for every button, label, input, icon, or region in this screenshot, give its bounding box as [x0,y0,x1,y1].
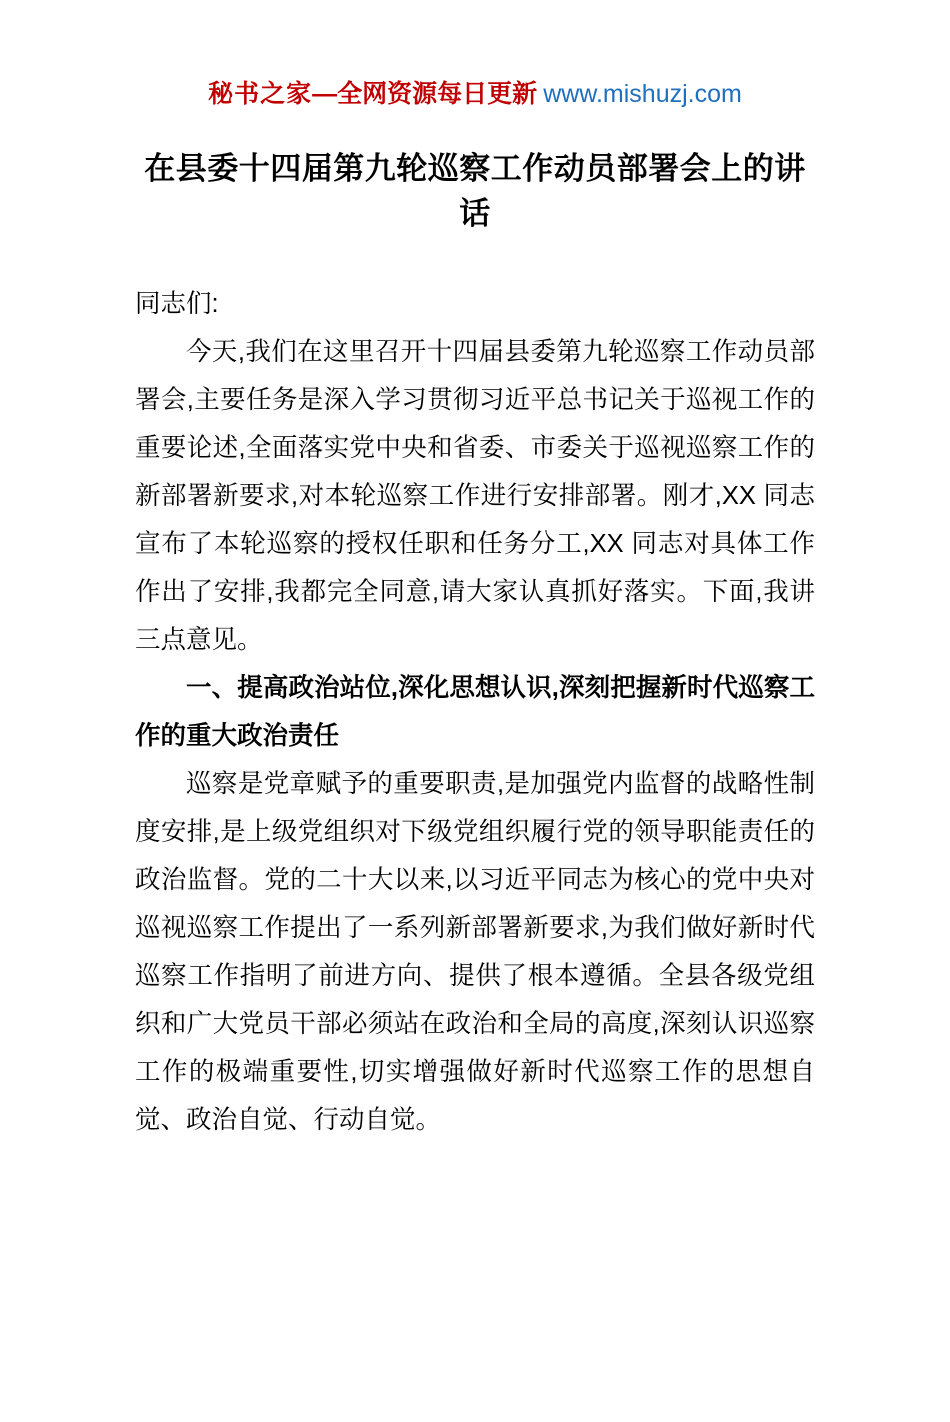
document-body [135,280,815,1144]
paragraph-intro: 今天,我们在这里召开十四届县委第九轮巡察工作动员部署会,主要任务是深入学习贯彻习近平总书记关于巡视工作的重要论述,全面落实党中央和省委、市委关于巡视巡察工作的新部署新要求,对本轮巡察工作进行安排部署。刚才,XX 同志宣布了本轮巡察的授权任职和任务分工,XX 同志对具体工作作出了安排,我都完全同意,请大家认真抓好落实。下面,我讲三点意见。 [135,338,815,654]
site-brand: 秘书之家 [208,80,313,108]
paragraph-section-one-body: 巡察是党章赋予的重要职责,是加强党内监督的战略性制度安排,是上级党组织对下级党组织履行党的领导职能责任的政治监督。党的二十大以来,以习近平同志为核心的党中央对巡视巡察工作提出了一系列新部署新要求,为我们做好新时代巡察工作指明了前进方向、提供了根本遵循。全县各级党组织和广大党员干部必须站在政治和全局的高度,深刻认识巡察工作的极端重要性,切实增强做好新时代巡察工作的思想自觉、政治自觉、行动自觉。 [135,770,815,1134]
site-tagline: —全网资源每日更新 [312,80,538,108]
paragraph-salutation: 同志们: [135,290,219,318]
site-banner [135,78,815,110]
document-page [0,78,950,1422]
page-title: 在县委十四届第九轮巡察工作动员部署会上的讲话 [144,151,806,231]
section-heading-one: 一、提高政治站位,深化思想认识,深刻把握新时代巡察工作的重大政治责任 [135,674,815,750]
site-url[interactable]: www.mishuzj.com [543,80,742,108]
